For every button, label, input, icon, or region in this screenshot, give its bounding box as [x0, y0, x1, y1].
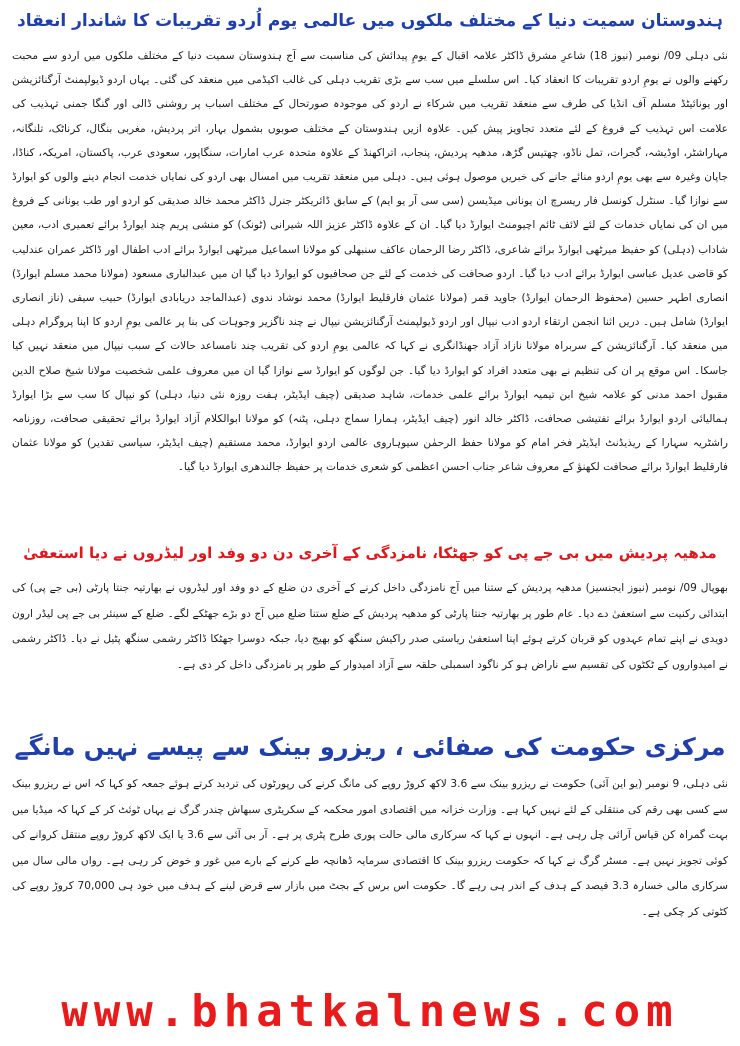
- article-headline: مدھیہ پردیش میں بی جے پی کو جھٹکا، نامزدگی کے آخری دن دو وفد اور لیڈروں نے دیا استعفیٰ: [23, 544, 717, 562]
- article-body: نئی دہلی 09/ نومبر (نیوز 18) شاعرِ مشرق ڈاکٹر علامہ اقبال کے یومِ پیدائش کی مناسبت سے آج ہندوستان سمیت دنیا کے مختلف ملکوں میں اردو سے محبت رکھنے والوں نے یومِ اردو تقریبات کا انعقاد کیا۔ اس سلسلے میں سب سے بڑی تقریب دہلی کی غالب اکیڈمی میں منعقد کی گئی۔ یہاں اردو ڈیولپمنٹ آرگنائزیشن اور یونائیٹڈ مسلم آف انڈیا کی طرف سے منعقد تقریب میں شرکاء نے اردو کی موجودہ صورتحال کے مختلف اسباب پر روشنی ڈالی اور گنگا جمنی تہذیب کی علامت اس تہذیب کے فروغ کے لئے متعدد تجاویز پیش کیں۔ علاوہ ازیں ہندوستان کے مختلف صوبوں بشمول بہار، اتر پردیش، مغربی بنگال، کرناٹک، تلنگانہ، مہاراشٹر، اوڈیشہ، گجرات، تمل ناڈو، چھتیس گڑھ، مدھیہ پردیش، پنجاب، اتراکھنڈ کے علاوہ متحدہ عرب امارات، سنگاپور، سعودی عرب، پاکستان، امریکہ، کناڈا، جاپان وغیرہ سے بھی یومِ اردو منائے جانے کی خبریں موصول ہوئی ہیں۔ دہلی میں منعقد تقریب میں امسال بھی اردو کی نمایاں خدمت انجام دینے والوں کو ایوارڈ سے نوازا گیا۔ سنٹرل کونسل فار ریسرچ ان یونانی میڈیسن (سی سی آر یو ایم) کے سابق ڈائریکٹر جنرل ڈاکٹر محمد خالد صدیقی کو اردو اور طب یونانی کے فروغ میں ان کی نمایاں خدمات کے لئے لائف ٹائم اچیومنٹ ایوارڈ دیا گیا۔ ان کے علاوہ ڈاکٹر عزیز اللہ شیرانی (ٹونک) کو منشی پریم چند ایوارڈ برائے تعمیری ادب، معین شاداب (دہلی) کو حفیظ میرٹھی ایوارڈ برائے شاعری، ڈاکٹر رضا الرحمان عاکف سنبھلی کو مولانا اسماعیل میرٹھی ایوارڈ برائے ادب اطفال اور ڈاکٹر عمران عندلیب کو قاضی عدیل عباسی ایوارڈ برائے ادب دیا گیا۔ اردو صحافت کی خدمت کے لئے جن صحافیوں کو ایوارڈ دیا گیا ان میں عبدالباری مسعود (مولانا محمد مسلم ایوارڈ) انصاری اطہر حسین (محفوظ الرحمان ایوارڈ) جاوید قمر (مولانا عثمان فارقلیط ایوارڈ) محمد نوشاد ندوی (عبدالماجد دریابادی ایوارڈ) حبیب سیفی (ناز انصاری ایوارڈ) شامل ہیں۔ دریں اثنا انجمن ارتقاء اردو ادب نیپال اور اردو ڈیولپمنٹ آرگنائزیشن نیپال نے چند ناگزیر وجوہات کی بنا پر عالمی یومِ اردو کا اپنا پروگرام دہلی میں منعقد کیا۔ آرگنائزیشن کے سربراہ مولانا نازاد آزاد جھنڈانگری نے کہا کہ عالمی یومِ اردو کی تقریب چند نامساعد حالات کے سبب نیپال میں منعقد نہیں کیا جاسکا۔ اس موقع پر ان کی تنظیم نے بھی متعدد افراد کو ایوارڈ دیا گیا۔ جن لوگوں کو ایوارڈ سے نوازا گیا ان میں معروف علمی شخصیت مولانا شیخ صلاح الدین مقبول احمد مدنی کو علامہ شیخ ابن تیمیہ ایوارڈ برائے علمی خدمات، شاہد صدیقی (چیف ایڈیٹر، ہفت روزہ نئی دنیا، دہلی) کو نیپال کا سب سے بڑا ایوارڈ ہمالیائی اردو ایوارڈ برائے تفتیشی صحافت، ڈاکٹر خالد انور (چیف ایڈیٹر، ہمارا سماج دہلی، پٹنہ) کو مولانا ابوالکلام آزاد ایوارڈ برائے تحقیقی صحافت، روزنامہ راشٹریہ سہارا کے ریذیڈنٹ ایڈیٹر فخر امام کو مولانا حفظ الرحمٰن سیوہاروی عالمی اردو ایوارڈ، محمد مستقیم (چیف ایڈیٹر، سیاسی تقدیر) کو مولانا عثمان فارقلیط ایوارڈ برائے صحافت لکھنؤ کے معروف شاعر جناب احسن اعظمی کو شعری خدمات پر حفیظ جالندھری ایوارڈ دیا گیا۔: [12, 50, 728, 474]
- article-body: نئی دہلی، 9 نومبر (یو این آئی) حکومت نے ریزرو بینک سے 3.6 لاکھ کروڑ روپے کی مانگ کرنے کی رپورٹوں کی تردید کرتے ہوئے جمعہ کو کہا کہ اس نے ریزرو بینک سے کسی بھی رقم کی منتقلی کے لئے نہیں کہا ہے۔ وزارت خزانہ میں اقتصادی امور محکمہ کے سکریٹری سبھاش چندر گرگ نے یہاں ٹوئٹ کر کے کہا کہ میڈیا میں بہت گمراہ کن قیاس آرائی چل رہی ہے۔ انہوں نے کہا کہ سرکاری مالی حالت پوری طرح پٹری پر ہے۔ آر بی آئی سے 3.6 یا ایک لاکھ کروڑ روپے منتقل کروانے کی کوئی تجویز نہیں ہے۔ مسٹر گرگ نے کہا کہ حکومت ریزرو بینک کا اقتصادی سرمایہ ڈھانچہ طے کرنے کے بارے میں غور و خوض کر رہی ہے۔ رواں مالی سال میں سرکاری مالی خسارہ 3.3 فیصد کے ہدف کے اندر ہی رہے گا۔ حکومت اس برس کے بجٹ میں بازار سے قرض لینے کے ہدف میں خود ہی 70,000 کروڑ روپے کی کٹوتی کر چکی ہے۔: [12, 778, 729, 918]
- site-url-footer: www.bhatkalnews.com: [61, 986, 679, 1037]
- article-headline: مرکزی حکومت کی صفائی ، ریزرو بینک سے پیسے نہیں مانگے: [14, 733, 726, 761]
- article-urdu-day: [12, 4, 728, 480]
- article-headline: ہندوستان سمیت دنیا کے مختلف ملکوں میں عالمی یوم اُردو تقریبات کا شاندار انعقاد: [17, 11, 723, 31]
- article-bjp-mp: [12, 536, 728, 678]
- article-body: بھوپال 09/ نومبر (نیوز ایجنسیز) مدھیہ پردیش کے ستنا میں آج نامزدگی داخل کرنے کے آخری دن ضلع کے دو وفد اور لیڈروں نے بھارتیہ جنتا پارٹی (بی جے پی) کی ابتدائی رکنیت سے استعفیٰ دے دیا۔ عام طور پر بھارتیہ جنتا پارٹی کو مدھیہ پردیش کے ضلع ستنا ضلع میں آج دو بڑے جھٹکے لگے۔ ضلع کے سینئر بی جے پی لیڈر ارون دویدی نے اپنے تمام عہدوں کو قربان کرتے ہوئے اپنا استعفیٰ ریاستی صدر راکیش سنگھ کو بھیج دیا، جبکہ دوسرا جھٹکا ڈاکٹر رشمی سنگھ پٹیل نے دیا۔ ڈاکٹر رشمی نے امیدواروں کے ٹکٹوں کی تقسیم سے ناراض ہو کر ناگود اسمبلی حلقہ سے آزاد امیدوار کے طور پر نامزدگی داخل کر دی ہے۔: [12, 582, 728, 671]
- article-rbi: [12, 730, 728, 925]
